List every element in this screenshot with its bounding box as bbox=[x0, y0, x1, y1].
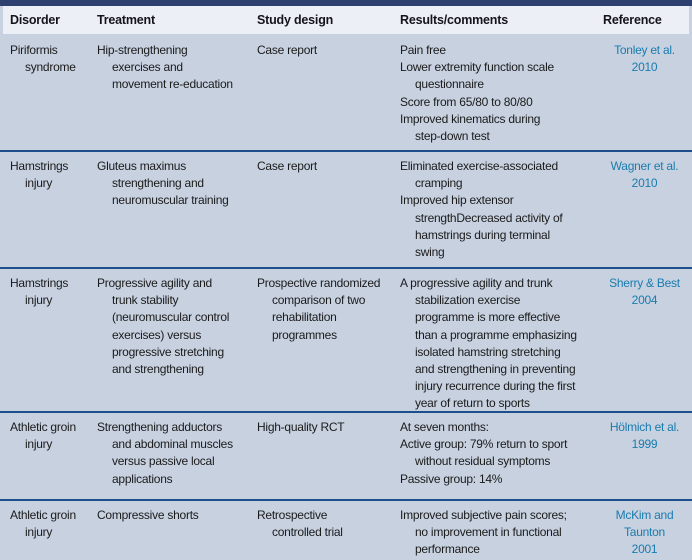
table-row bbox=[0, 34, 692, 150]
cell-line: programmes bbox=[272, 327, 337, 342]
cell-line: Hamstrings bbox=[10, 276, 69, 290]
cell-line: year of return to sports bbox=[415, 396, 530, 411]
column-header-treatment: Treatment bbox=[97, 13, 155, 27]
cell-line: rehabilitation bbox=[272, 310, 337, 325]
cell-line: programme is more effective bbox=[415, 310, 561, 325]
cell-line: Hamstrings bbox=[10, 159, 69, 173]
cell-line: Case report bbox=[257, 159, 317, 173]
cell-line: Progressive agility and bbox=[97, 276, 212, 290]
column-header-reference: Reference bbox=[603, 13, 662, 27]
cell-line: controlled trial bbox=[272, 525, 343, 540]
cell-line: Score from 65/80 to 80/80 bbox=[400, 94, 533, 109]
cell-line: syndrome bbox=[25, 60, 76, 75]
cell-line: 2010 bbox=[631, 176, 658, 191]
cell-line: step-down test bbox=[415, 129, 490, 144]
table-cell bbox=[400, 158, 601, 267]
cell-line: without residual symptoms bbox=[415, 454, 551, 469]
column-header-disorder: Disorder bbox=[10, 13, 60, 27]
cell-line: cramping bbox=[415, 176, 463, 191]
cell-line: Passive group: 14% bbox=[400, 471, 503, 486]
reference-cell bbox=[601, 42, 692, 150]
cell-line: 2001 bbox=[631, 542, 658, 557]
table-cell bbox=[257, 158, 400, 267]
table-cell bbox=[97, 507, 257, 560]
cell-line: neuromuscular training bbox=[112, 193, 229, 208]
cell-line: and strengthening bbox=[112, 362, 204, 377]
cell-line: hamstrings during terminal bbox=[415, 227, 550, 242]
cell-line: exercises and bbox=[112, 60, 183, 75]
cell-line: progressive stretching bbox=[112, 344, 224, 359]
cell-line: Athletic groin bbox=[10, 508, 76, 522]
cell-line: than a programme emphasizing bbox=[415, 327, 577, 342]
table-body bbox=[0, 34, 692, 560]
cell-line: Piriformis bbox=[10, 43, 58, 57]
cell-line: Strengthening adductors bbox=[97, 420, 223, 434]
reference-cell bbox=[601, 507, 692, 560]
cell-line: Eliminated exercise-associated bbox=[400, 159, 558, 173]
table-row bbox=[0, 411, 692, 499]
cell-line: Athletic groin bbox=[10, 420, 76, 434]
cell-line: 2004 bbox=[631, 293, 658, 308]
cell-line: (neuromuscular control bbox=[112, 310, 230, 325]
cell-line: Hip-strengthening bbox=[97, 43, 188, 57]
cell-line: injury recurrence during the first bbox=[415, 379, 576, 394]
cell-line: Lower extremity function scale bbox=[400, 60, 554, 75]
cell-line: trunk stability bbox=[112, 293, 179, 308]
cell-line: Improved kinematics during bbox=[400, 111, 541, 126]
cell-line: Active group: 79% return to sport bbox=[400, 437, 568, 452]
table-cell bbox=[97, 419, 257, 499]
cell-line: Wagner et al. bbox=[610, 159, 679, 173]
table-cell bbox=[0, 158, 97, 267]
table-cell bbox=[400, 419, 601, 499]
cell-line: strengthening and bbox=[112, 176, 204, 191]
table-cell bbox=[97, 275, 257, 413]
table-cell bbox=[400, 42, 601, 150]
table-header-row bbox=[3, 6, 689, 34]
reference-cell bbox=[601, 158, 692, 267]
cell-line: isolated hamstring stretching bbox=[415, 344, 561, 359]
cell-line: movement re-education bbox=[112, 77, 233, 92]
cell-line: 1999 bbox=[631, 437, 658, 452]
table-cell bbox=[257, 275, 400, 413]
cell-line: no improvement in functional bbox=[415, 525, 562, 540]
cell-line: Improved subjective pain scores; bbox=[400, 508, 567, 522]
cell-line: Improved hip extensor bbox=[400, 193, 514, 208]
cell-line: At seven months: bbox=[400, 420, 489, 434]
table-cell bbox=[400, 275, 601, 413]
table-row bbox=[0, 267, 692, 411]
cell-line: and abdominal muscles bbox=[112, 437, 233, 452]
cell-line: swing bbox=[415, 245, 445, 260]
cell-line: Case report bbox=[257, 43, 317, 57]
cell-line: Taunton bbox=[624, 525, 665, 540]
table-cell bbox=[0, 42, 97, 150]
cell-line: Sherry & Best bbox=[609, 276, 680, 290]
table-cell bbox=[257, 507, 400, 560]
cell-line: Gluteus maximus bbox=[97, 159, 186, 173]
table-row bbox=[0, 499, 692, 560]
cell-line: A progressive agility and trunk bbox=[400, 276, 553, 290]
cell-line: questionnaire bbox=[415, 77, 484, 92]
cell-line: injury bbox=[25, 293, 53, 308]
reference-cell bbox=[601, 419, 692, 499]
cell-line: performance bbox=[415, 542, 480, 557]
table-cell bbox=[0, 275, 97, 413]
column-header-results-comments: Results/comments bbox=[400, 13, 508, 27]
cell-line: strengthDecreased activity of bbox=[415, 210, 563, 225]
cell-line: 2010 bbox=[631, 60, 658, 75]
cell-line: applications bbox=[112, 471, 173, 486]
cell-line: and strengthening in preventing bbox=[415, 362, 576, 377]
column-header-study-design: Study design bbox=[257, 13, 334, 27]
table-cell bbox=[97, 42, 257, 150]
table-cell bbox=[0, 507, 97, 560]
cell-line: injury bbox=[25, 525, 53, 540]
reference-cell bbox=[601, 275, 692, 413]
cell-line: Retrospective bbox=[257, 508, 328, 522]
cell-line: Prospective randomized bbox=[257, 276, 381, 290]
table-cell bbox=[257, 419, 400, 499]
cell-line: High-quality RCT bbox=[257, 420, 345, 434]
cell-line: stabilization exercise bbox=[415, 293, 521, 308]
cell-line: Pain free bbox=[400, 43, 446, 57]
cell-line: versus passive local bbox=[112, 454, 215, 469]
cell-line: McKim and bbox=[615, 508, 674, 522]
cell-line: comparison of two bbox=[272, 293, 366, 308]
cell-line: Compressive shorts bbox=[97, 508, 199, 522]
cell-line: Hölmich et al. bbox=[609, 420, 680, 434]
table-row bbox=[0, 150, 692, 267]
table-cell bbox=[400, 507, 601, 560]
cell-line: injury bbox=[25, 176, 53, 191]
table-cell bbox=[97, 158, 257, 267]
table-cell bbox=[257, 42, 400, 150]
cell-line: injury bbox=[25, 437, 53, 452]
cell-line: exercises) versus bbox=[112, 327, 202, 342]
table-cell bbox=[0, 419, 97, 499]
cell-line: Tonley et al. bbox=[614, 43, 675, 57]
